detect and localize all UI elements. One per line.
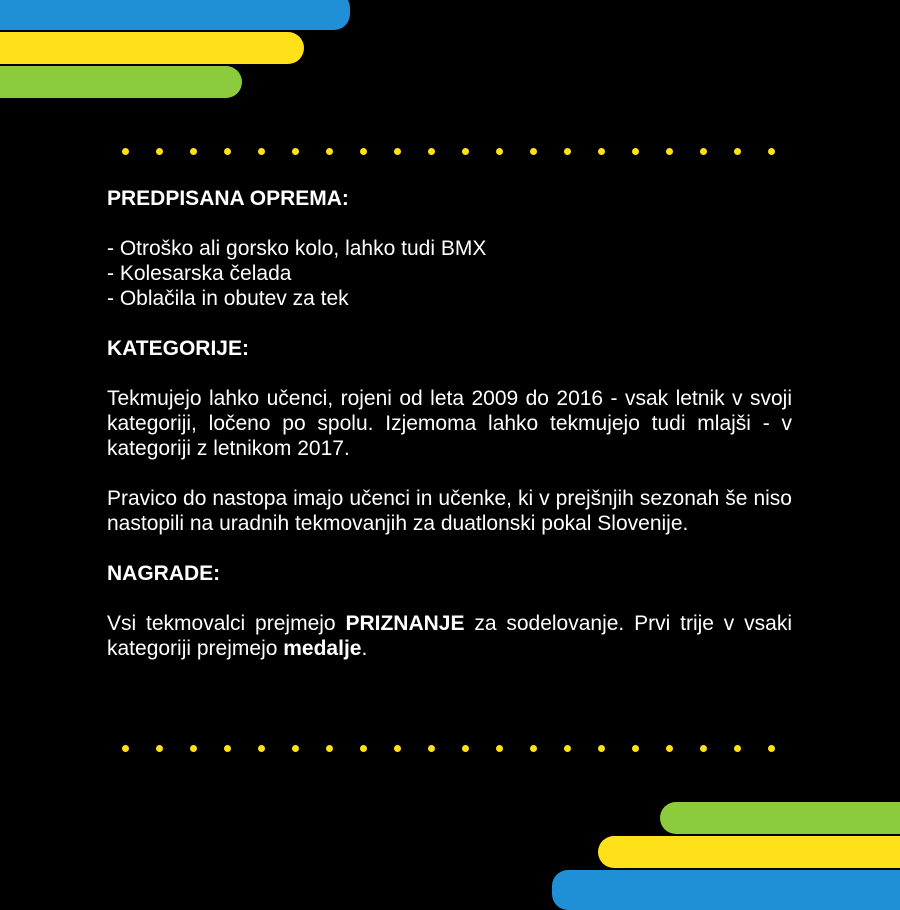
divider-dot — [666, 745, 673, 752]
divider-dot — [326, 745, 333, 752]
dotted-divider-bottom — [122, 745, 782, 755]
awards-bold-recognition: PRIZNANJE — [345, 612, 465, 635]
divider-dot — [700, 745, 707, 752]
divider-dot — [666, 148, 673, 155]
divider-dot — [224, 148, 231, 155]
divider-dot — [360, 745, 367, 752]
divider-dot — [768, 745, 775, 752]
divider-dot — [700, 148, 707, 155]
equipment-item: - Oblačila in obutev za tek — [107, 287, 349, 310]
dotted-divider-top — [122, 148, 782, 158]
divider-dot — [564, 148, 571, 155]
divider-dot — [734, 148, 741, 155]
divider-dot — [292, 745, 299, 752]
awards-text: za sodelovanje. Prvi trije v vsaki kategoriji prejmejo — [107, 612, 792, 660]
divider-dot — [462, 745, 469, 752]
main-content — [107, 186, 792, 661]
awards-heading: NAGRADE: — [107, 562, 221, 585]
divider-dot — [156, 745, 163, 752]
divider-dot — [394, 148, 401, 155]
awards-bold-medals: medalje — [283, 637, 362, 660]
divider-dot — [768, 148, 775, 155]
decor-stripe-bottom-green — [660, 802, 900, 834]
decor-stripe-top-blue — [0, 0, 350, 30]
divider-dot — [292, 148, 299, 155]
decor-stripe-top-green — [0, 66, 242, 98]
equipment-list — [107, 236, 792, 311]
divider-dot — [122, 745, 129, 752]
divider-dot — [428, 745, 435, 752]
divider-dot — [156, 148, 163, 155]
awards-text: . — [361, 637, 368, 660]
divider-dot — [496, 745, 503, 752]
divider-dot — [598, 745, 605, 752]
divider-dot — [632, 148, 639, 155]
divider-dot — [122, 148, 129, 155]
equipment-item: - Kolesarska čelada — [107, 262, 292, 285]
divider-dot — [530, 148, 537, 155]
divider-dot — [258, 148, 265, 155]
divider-dot — [496, 148, 503, 155]
divider-dot — [190, 745, 197, 752]
awards-paragraph — [107, 611, 792, 661]
divider-dot — [258, 745, 265, 752]
categories-paragraph-1: Tekmujejo lahko učenci, rojeni od leta 2009 do 2016 - vsak letnik v svoji kategoriji, ločeno po spolu. Izjemoma lahko tekmujejo tudi mlajši - v kategoriji z letnikom 2017. — [107, 387, 792, 460]
categories-paragraph-2: Pravico do nastopa imajo učenci in učenke, ki v prejšnjih sezonah še niso nastopili na uradnih tekmovanjih za duatlonski pokal Slovenije. — [107, 487, 792, 535]
decor-stripe-top-yellow — [0, 32, 304, 64]
divider-dot — [326, 148, 333, 155]
divider-dot — [598, 148, 605, 155]
divider-dot — [360, 148, 367, 155]
divider-dot — [564, 745, 571, 752]
divider-dot — [224, 745, 231, 752]
divider-dot — [734, 745, 741, 752]
divider-dot — [190, 148, 197, 155]
divider-dot — [428, 148, 435, 155]
awards-text: Vsi tekmovalci prejmejo — [107, 612, 346, 635]
divider-dot — [462, 148, 469, 155]
decor-stripe-bottom-yellow — [598, 836, 900, 868]
divider-dot — [530, 745, 537, 752]
decor-stripe-bottom-blue — [552, 870, 900, 910]
divider-dot — [394, 745, 401, 752]
divider-dot — [632, 745, 639, 752]
equipment-item: - Otroško ali gorsko kolo, lahko tudi BMX — [107, 237, 487, 260]
equipment-heading: PREDPISANA OPREMA: — [107, 187, 349, 210]
categories-heading: KATEGORIJE: — [107, 337, 249, 360]
